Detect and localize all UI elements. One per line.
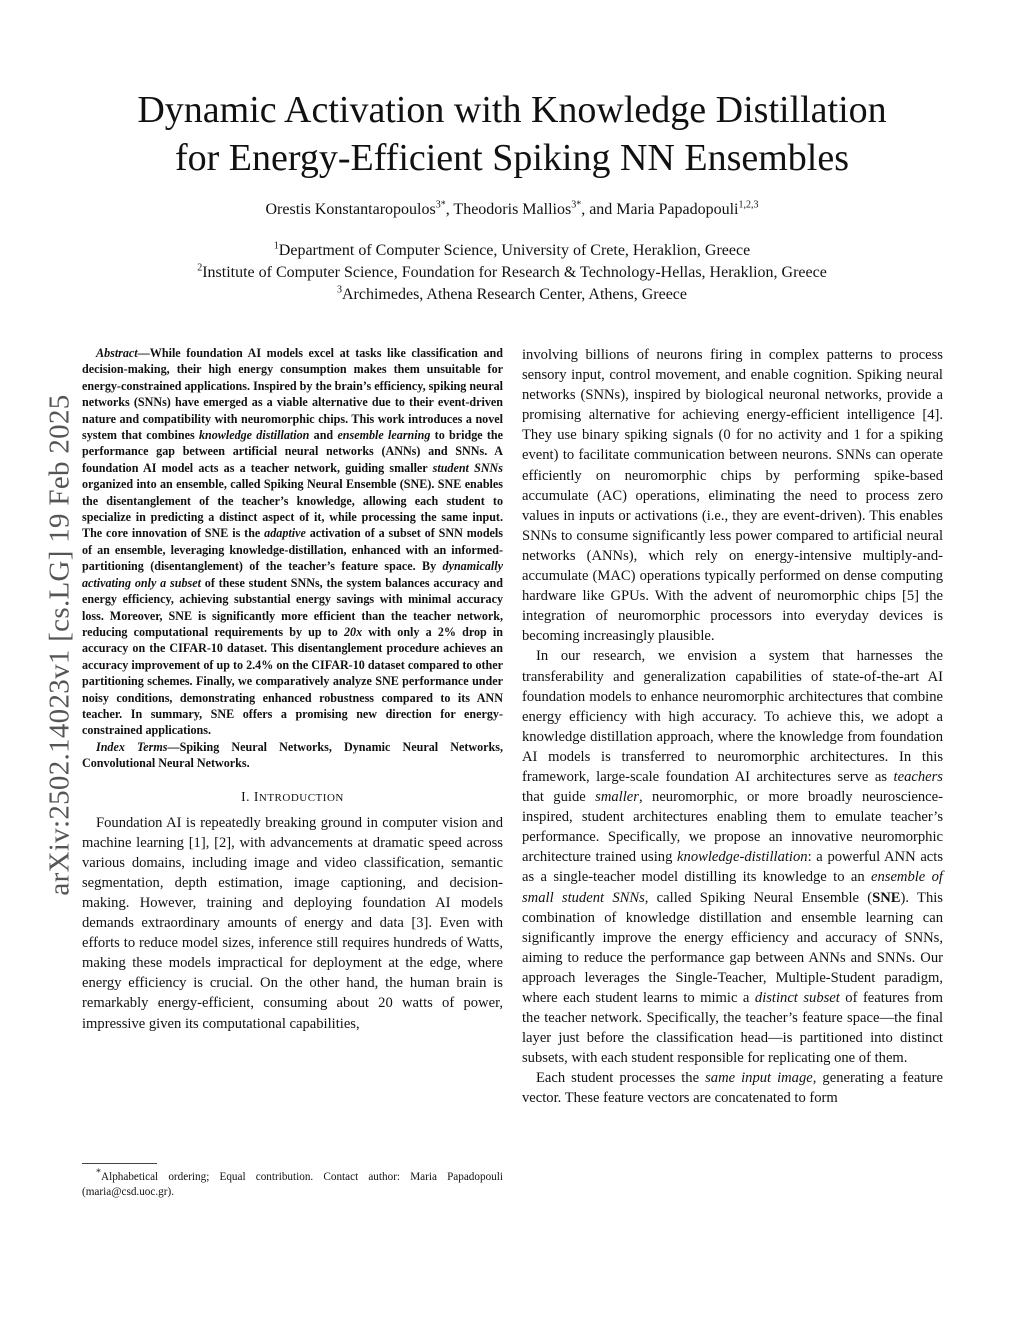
paragraph-emphasis: distinct subset — [754, 990, 840, 1006]
abstract-text: —While foundation AI models excel at tasks like classification and decision-making, their high energy consumption makes them unsuitable for energy-constrained applications. Inspired by the brain’s efficiency, spiking neural networks (SNNs) have emerged as a viable alternative due to their event-driven nature and compatibility with neuromorphic chips. This work introduces a novel system that combines — [82, 346, 503, 443]
author-separator: , and — [581, 201, 617, 218]
abstract-emphasis: 20x — [344, 624, 363, 639]
abstract-emphasis: dynamically activating only a subset — [82, 559, 503, 590]
author-3-affil: 1,2,3 — [738, 199, 759, 211]
arxiv-identifier: arXiv:2502.14023v1 [cs.LG] 19 Feb 2025 — [43, 394, 76, 896]
abstract-text: organized into an ensemble, called Spiking Neural Ensemble (SNE). SNE enables the disentanglement of the teacher’s knowledge, allowing each student to specialize in predicting a distinct aspect of it, while processing the same input. The core innovation of SNE is the — [82, 477, 503, 541]
intro-paragraph-4 — [522, 1068, 943, 1108]
section-title-initial: I — [253, 788, 259, 804]
affiliation-text: Department of Computer Science, University of Crete, Heraklion, Greece — [278, 242, 751, 259]
intro-paragraph-3 — [522, 646, 943, 1068]
affiliation-3 — [60, 284, 964, 306]
abstract-emphasis: ensemble learning — [337, 428, 431, 443]
abstract-text: to bridge the performance gap between artificial neural networks (ANNs) and SNNs. A foundation AI model acts as a teacher network, guiding smaller — [82, 428, 504, 475]
index-terms-text: —Spiking Neural Networks, Dynamic Neural Networks, Convolutional Neural Networks. — [82, 739, 503, 771]
abstract-text: of these student SNNs, the system balances accuracy and energy efficiency, achieving substantial energy savings with minimal accuracy loss. Moreover, SNE is significantly more efficient than the teacher network, reducing computational requirements by up to — [82, 575, 503, 639]
footnote-text: Alphabetical ordering; Equal contribution. Contact author: Maria Papadopouli (maria@csd.uoc.gr). — [82, 1171, 503, 1198]
affiliation-2 — [60, 262, 964, 284]
paragraph-text: , called Spiking Neural Ensemble ( — [644, 889, 873, 906]
paragraph-text: In our research, we envision a system that harnesses the transferability and generalization capabilities of state-of-the-art AI foundation models to enhance neuromorphic architectures that combine energy efficiency with high accuracy. To achieve this, we adopt a knowledge distillation approach, where the knowledge from foundation AI models is transferred to neuromorphic architectures. In this framework, large-scale foundation AI architectures serve as — [522, 648, 943, 785]
section-title-rest: NTRODUCTION — [258, 791, 344, 804]
affiliations — [60, 240, 964, 306]
affiliation-marker: 2 — [197, 262, 203, 274]
author-3: Maria Papadopouli — [616, 201, 739, 218]
abstract-label: Abstract — [96, 346, 138, 360]
affiliation-text: Archimedes, Athena Research Center, Athens, Greece — [342, 286, 687, 303]
affiliation-marker: 3 — [337, 284, 342, 296]
paragraph-emphasis: teachers — [893, 768, 943, 785]
intro-paragraph-2: involving billions of neurons firing in complex patterns to process sensory input, control movement, and enable cognition. Spiking neural networks (SNNs), inspired by biological neuronal networks, provide a promising alternative for achieving energy-efficient intelligence [4]. They use binary spiking signals (0 for no activity and 1 for a spiking event) to facilitate communication between neurons. SNNs can operate efficiently on neuromorphic chips by performing spike-based accumulate (AC) operations, eliminating the need to process zero values in inputs or activations (i.e., they are event-driven). This enables SNNs to consume significantly less power compared to artificial neural networks (ANNs), which rely on energy-intensive multiply-and-accumulate (MAC) operations typically performed on dense computing hardware like GPUs. With the advent of neuromorphic chips [5] the integration of neuromorphic processors into everyday devices is becoming increasingly plausible. — [522, 347, 943, 645]
affiliation-marker: 1 — [273, 240, 279, 252]
abstract-emphasis: student SNNs — [432, 460, 503, 475]
paragraph-text: : a powerful ANN acts as a single-teacher model distilling its knowledge to an — [522, 849, 944, 886]
abstract-emphasis: knowledge distillation — [198, 428, 310, 443]
paragraph-text: , neuromorphic, or more broadly neuroscience-inspired, student architectures enabling them to emulate teacher’s performance. Specifically, we propose an innovative neuromorphic architecture trained using — [522, 789, 943, 866]
footnote-rule — [82, 1163, 157, 1164]
paragraph-emphasis: smaller — [595, 789, 639, 806]
intro-paragraph-1: Foundation AI is repeatedly breaking ground in computer vision and machine learning [1], [2], with advancements at dramatic speed across various domains, including image and video classification, semantic segmentation, depth estimation, image captioning, and decision-making. However, training and deploying foundation AI models demands extraordinary amounts of energy and data [3]. Even with efforts to reduce model sizes, inference still requires hundreds of Watts, making these models impractical for deployment at the edge, where energy efficiency is crucial. On the other hand, the human brain is remarkably energy-efficient, consuming about 20 watts of power, impressive given its computational capabilities, — [82, 814, 503, 1032]
affiliation-1 — [60, 240, 964, 262]
left-column — [82, 345, 503, 1034]
abstract-text: activation of a subset of SNN models of an ensemble, leveraging knowledge-distillation, enhanced with an informed-partitioning (disentanglement) of the teacher’s feature space. By — [82, 526, 503, 574]
right-column — [522, 345, 943, 1109]
abstract-text: with only a 2% drop in accuracy on the CIFAR-10 dataset. This disentanglement procedure achieves an accuracy improvement of up to 2.4% on the CIFAR-10 dataset compared to other partitioning schemes. Finally, we comparatively analyze SNE performance under noisy conditions, demonstrating enhanced robustness compared to its ANN teacher. In summary, SNE offers a promising new direction for energy-constrained applications. — [82, 624, 503, 738]
footnote-marker: * — [96, 1167, 101, 1179]
index-terms — [82, 739, 503, 772]
title-line-1: Dynamic Activation with Knowledge Distillation — [137, 89, 887, 131]
footnote — [82, 1167, 503, 1200]
author-1-affil: 3* — [435, 199, 446, 211]
author-separator: , — [445, 201, 454, 218]
paragraph-text: Each student processes the — [536, 1070, 706, 1087]
index-terms-label: Index Terms — [96, 739, 168, 754]
paragraph-text: of features from the teacher network. Specifically, the teacher’s feature space—the final layer just before the classification head—is partitioned into distinct subsets, with each student responsible for replicating one of them. — [522, 990, 943, 1067]
paragraph-text: , generating a feature vector. These feature vectors are concatenated to form — [522, 1070, 943, 1107]
author-2: Theodoris Mallios — [453, 201, 572, 218]
paragraph-bold: SNE — [872, 889, 901, 906]
abstract-emphasis: adaptive — [264, 526, 306, 541]
paragraph-emphasis: knowledge-distillation — [677, 849, 808, 866]
paragraph-emphasis: same input image — [705, 1070, 813, 1087]
section-heading-introduction — [82, 789, 503, 805]
abstract — [82, 345, 503, 739]
title-line-2: for Energy-Efficient Spiking NN Ensembles — [174, 137, 850, 179]
affiliation-text: Institute of Computer Science, Foundation for Research & Technology-Hellas, Heraklion, Greece — [202, 264, 827, 281]
abstract-text: and — [309, 428, 338, 443]
paragraph-text: that guide — [522, 789, 596, 806]
paragraph-emphasis: ensemble of small student SNNs — [522, 869, 943, 906]
author-list — [60, 201, 964, 219]
paper-title — [60, 86, 964, 182]
section-number: I. — [241, 788, 254, 804]
author-1: Orestis Konstantaropoulos — [265, 201, 436, 218]
author-2-affil: 3* — [571, 199, 582, 211]
paragraph-text: ). This combination of knowledge distillation and ensemble learning can significantly improve the energy efficiency and accuracy of SNNs, aiming to reduce the performance gap between ANNs and SNNs. Our approach leverages the Single-Teacher, Multiple-Student paradigm, where each student learns to mimic a — [522, 889, 943, 1006]
